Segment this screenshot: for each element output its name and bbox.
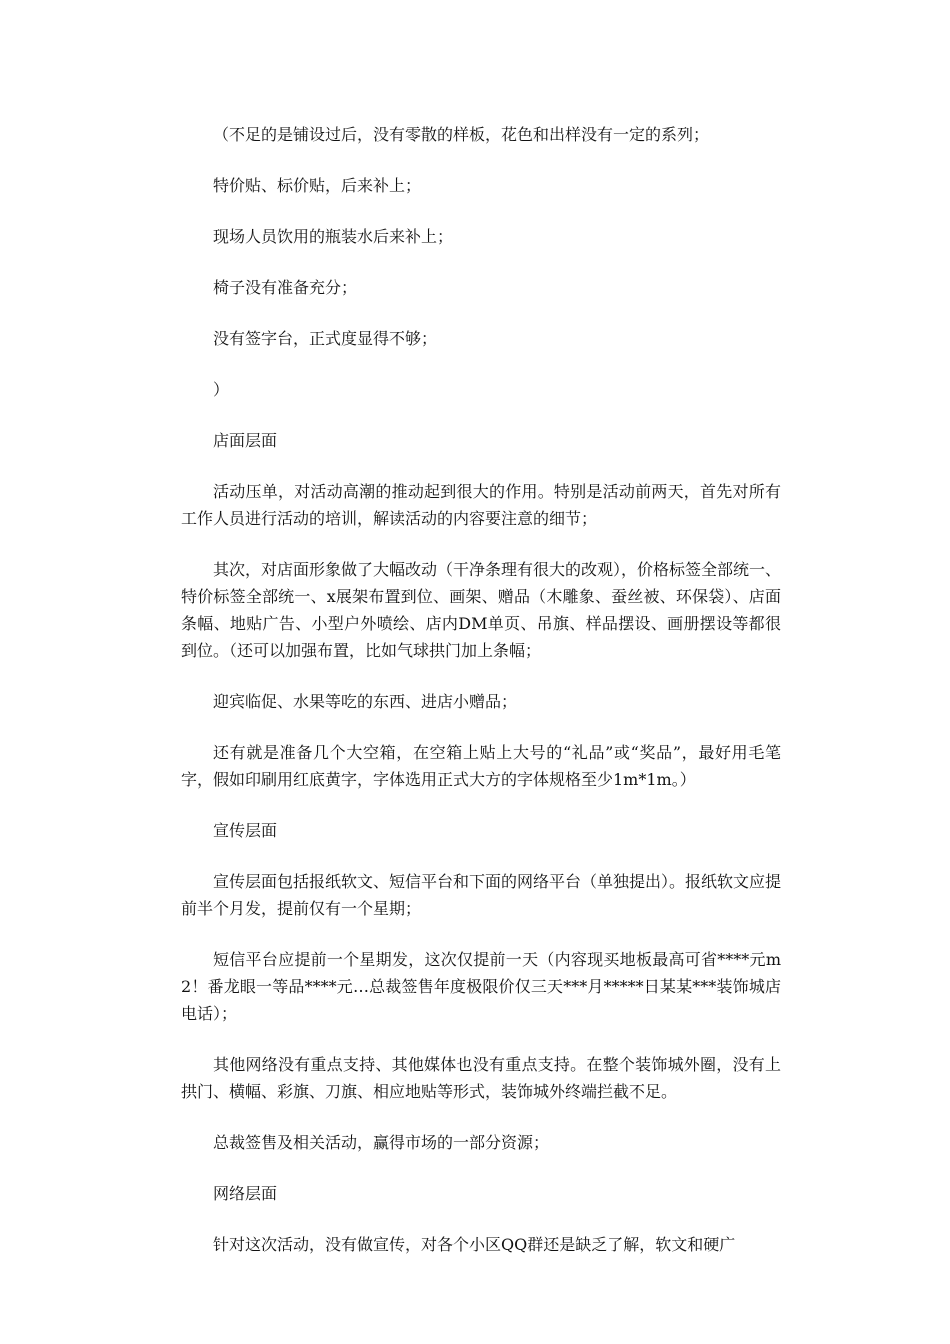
paragraph-gift-boxes: 还有就是准备几个大空箱，在空箱上贴上大号的“礼品”或“奖品”，最好用毛笔字，假如印刷用红底黄字，字体选用正式大方的字体规格至少1m*1m。） <box>181 743 781 789</box>
paragraph-shortcomings-intro: （不足的是铺设过后，没有零散的样板，花色和出样没有一定的系列； <box>213 125 710 144</box>
paragraph-ceo-signing: 总裁签售及相关活动，赢得市场的一部分资源； <box>213 1133 550 1152</box>
paragraph-other-media: 其他网络没有重点支持、其他媒体也没有重点支持。在整个装饰城外圈，没有上拱门、横幅、彩旗、刀旗、相应地贴等形式，装饰城外终端拦截不足。 <box>181 1055 781 1101</box>
section-heading-publicity: 宣传层面 <box>213 821 278 840</box>
paragraph-greeters: 迎宾临促、水果等吃的东西、进店小赠品； <box>213 692 518 711</box>
paragraph-store-training: 活动压单，对活动高潮的推动起到很大的作用。特别是活动前两天，首先对所有工作人员进行活动的培训，解读活动的内容要注意的细节； <box>181 482 781 528</box>
paragraph-store-image: 其次，对店面形象做了大幅改动（干净条理有很大的改观），价格标签全部统一、特价标签全部统一、x展架布置到位、画架、赠品（木雕象、蚕丝被、环保袋）、店面条幅、地贴广告、小型户外喷绘、店内DM单页、吊旗、样品摆设、画册摆设等都很到位。（还可以加强布置，比如气球拱门加上条幅； <box>181 560 782 660</box>
document-body <box>181 121 781 1282</box>
paragraph-publicity-overview: 宣传层面包括报纸软文、短信平台和下面的网络平台（单独提出）。报纸软文应提前半个月发，提前仅有一个星期； <box>181 872 782 918</box>
paragraph-price-stickers: 特价贴、标价贴，后来补上； <box>213 176 422 195</box>
section-heading-store: 店面层面 <box>213 431 278 450</box>
paragraph-closing-paren: ） <box>213 380 230 399</box>
section-heading-network: 网络层面 <box>213 1184 278 1203</box>
paragraph-network-activity: 针对这次活动，没有做宣传，对各个小区QQ群还是缺乏了解，软文和硬广 <box>213 1235 736 1254</box>
paragraph-bottled-water: 现场人员饮用的瓶装水后来补上； <box>213 227 454 246</box>
paragraph-signing-desk: 没有签字台，正式度显得不够； <box>213 329 438 348</box>
paragraph-chairs: 椅子没有准备充分； <box>213 278 358 297</box>
paragraph-sms-platform: 短信平台应提前一个星期发，这次仅提前一天（内容现买地板最高可省****元m2！番龙眼一等品****元…总裁签售年度极限价仅三天***月*****日某某***装饰城店电话）； <box>181 950 781 1023</box>
